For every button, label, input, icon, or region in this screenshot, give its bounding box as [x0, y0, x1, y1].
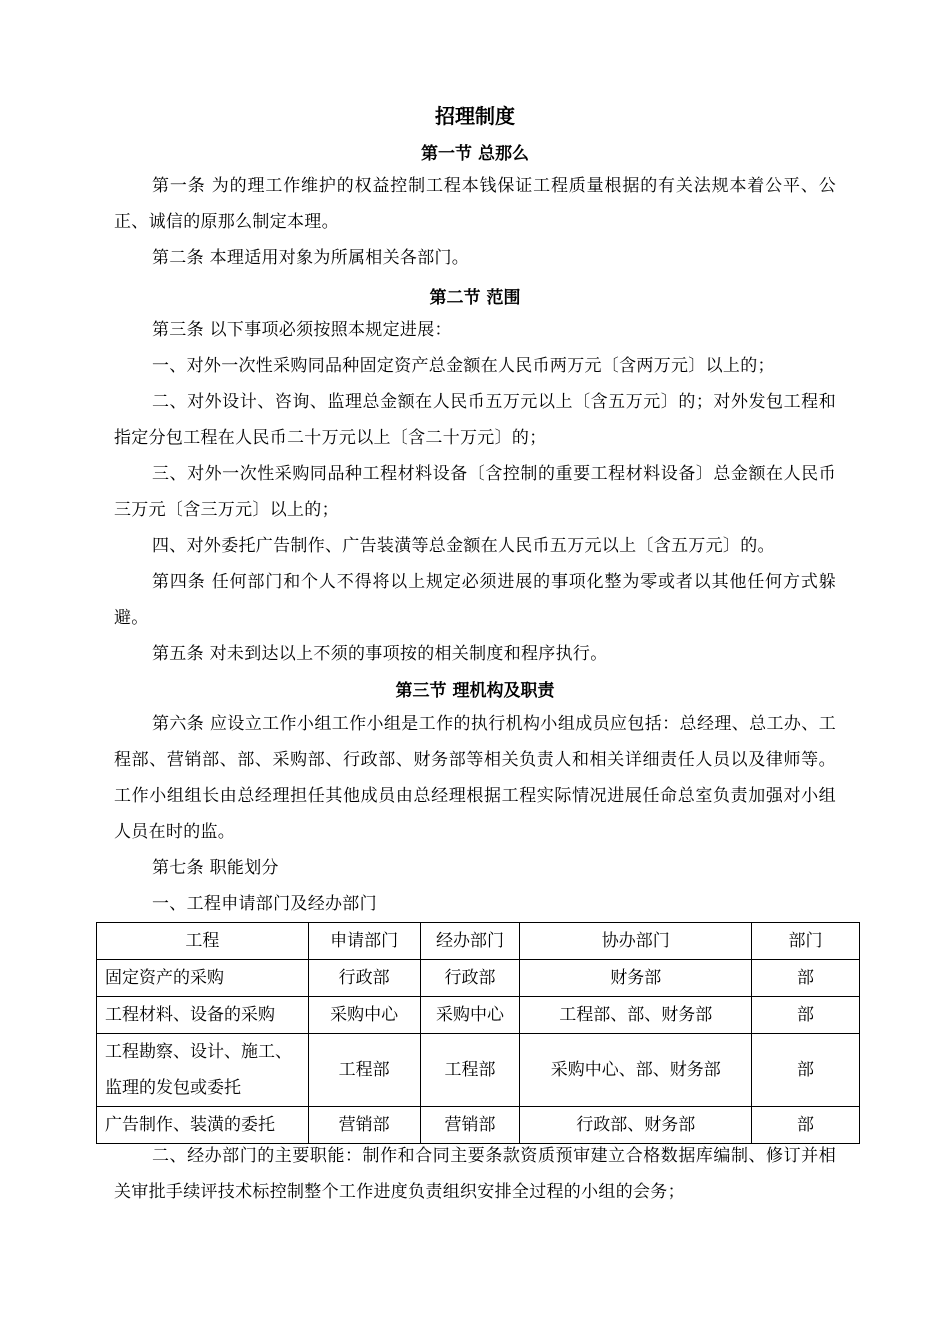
table-header-row: [97, 923, 860, 960]
table-header-cell: 申请部门: [308, 923, 420, 960]
table-cell: 行政部、财务部: [520, 1107, 752, 1144]
table-cell: 财务部: [520, 960, 752, 997]
table-cell: 工程部: [420, 1034, 520, 1107]
article-6: 第六条 应设立工作小组工作小组是工作的执行机构小组成员应包括：总经理、总工办、工程部、营销部、部、采购部、行政部、财务部等相关负责人和相关详细责任人员以及律师等。工作小组组长由总经理担任其他成员由总经理根据工程实际情况进展任命总室负责加强对小组人员在时的监。: [114, 714, 836, 842]
article-3-item-1: 一、对外一次性采购同品种固定资产总金额在人民币两万元〔含两万元〕以上的；: [152, 356, 775, 376]
article-1: 第一条 为的理工作维护的权益控制工程本钱保证工程质量根据的有关法规本着公平、公正、诚信的原那么制定本理。: [114, 176, 836, 232]
section-heading-3: 第三节 理机构及职责: [395, 681, 555, 701]
article-5: 第五条 对未到达以上不须的事项按的相关制度和程序执行。: [152, 644, 608, 664]
section-heading-2: 第二节 范围: [429, 288, 521, 308]
table-cell: 行政部: [308, 960, 420, 997]
table-row: [97, 960, 860, 997]
table-row: [97, 1034, 860, 1107]
article-2: 第二条 本理适用对象为所属相关各部门。: [152, 248, 470, 268]
section-heading-1: 第一节 总那么: [421, 144, 529, 164]
table-cell: 工程勘察、设计、施工、监理的发包或委托: [97, 1034, 309, 1107]
table-cell: 采购中心: [420, 997, 520, 1034]
article-3: 第三条 以下事项必须按照本规定进展：: [152, 320, 452, 340]
table-cell: 部: [752, 960, 860, 997]
table-cell: 营销部: [308, 1107, 420, 1144]
table-header-cell: 经办部门: [420, 923, 520, 960]
article-3-item-3: 三、对外一次性采购同品种工程材料设备〔含控制的重要工程材料设备〕总金额在人民币三万元〔含三万元〕以上的；: [114, 464, 836, 520]
document-title: 招理制度: [435, 104, 515, 128]
table-cell: 行政部: [420, 960, 520, 997]
article-4: 第四条 任何部门和个人不得将以上规定必须进展的事项化整为零或者以其他任何方式躲避。: [114, 572, 836, 628]
table-header-cell: 部门: [752, 923, 860, 960]
article-7: 第七条 职能划分: [152, 858, 279, 878]
table-cell: 工程部、部、财务部: [520, 997, 752, 1034]
department-table: [96, 922, 860, 1144]
article-7-item-2: 二、经办部门的主要职能：制作和合同主要条款资质预审建立合格数据库编制、修订并相关审批手续评技术标控制整个工作进度负责组织安排全过程的小组的会务；: [114, 1146, 836, 1202]
table-header-cell: 工程: [97, 923, 309, 960]
table-cell: 工程材料、设备的采购: [97, 997, 309, 1034]
table-cell: 采购中心: [308, 997, 420, 1034]
table-cell: 部: [752, 997, 860, 1034]
article-7-item-1: 一、工程申请部门及经办部门: [152, 894, 377, 914]
table-cell: 广告制作、装潢的委托: [97, 1107, 309, 1144]
table-cell: 工程部: [308, 1034, 420, 1107]
table-cell: 部: [752, 1034, 860, 1107]
article-3-item-2: 二、对外设计、咨询、监理总金额在人民币五万元以上〔含五万元〕的；对外发包工程和指定分包工程在人民币二十万元以上〔含二十万元〕的；: [114, 392, 836, 448]
table-cell: 固定资产的采购: [97, 960, 309, 997]
table-cell: 营销部: [420, 1107, 520, 1144]
table-cell: 采购中心、部、财务部: [520, 1034, 752, 1107]
table-header-cell: 协办部门: [520, 923, 752, 960]
article-3-item-4: 四、对外委托广告制作、广告装潢等总金额在人民币五万元以上〔含五万元〕的。: [152, 536, 775, 556]
table-row: [97, 997, 860, 1034]
table-cell: 部: [752, 1107, 860, 1144]
